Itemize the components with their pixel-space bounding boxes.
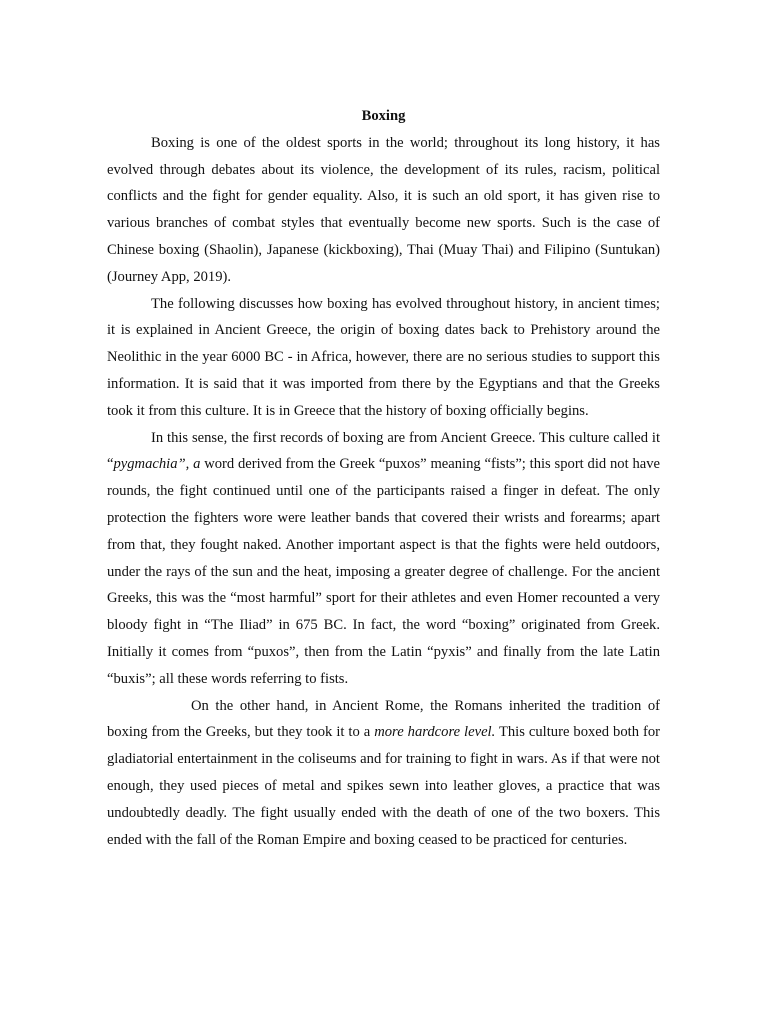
paragraph-ancient-rome-text-start: On the other hand, in Ancient Rome, the Romans inherited the tradition of boxing from the Greeks, but they took it to a: [107, 697, 660, 741]
document-title: Boxing: [361, 108, 406, 124]
document-body: [107, 103, 660, 853]
paragraph-intro: Boxing is one of the oldest sports in the world; throughout its long history, it has evolved through debates about its violence, the development of its rules, racism, political conflicts and the fight for gender equality. Also, it is such an old sport, it has given rise to various branches of combat styles that eventually become new sports. Such is the case of Chinese boxing (Shaolin), Japanese (kickboxing), Thai (Muay Thai) and Filipino (Suntukan) (Journey App, 2019).: [107, 134, 660, 285]
paragraph-ancient-greece-text-end: word derived from the Greek “puxos” meaning “fists”; this sport did not have rounds, the fight continued until one of the participants raised a finger in defeat. The only protection the fighters wore were leather bands that covered their wrists and forearms; apart from that, they fought naked. Another important aspect is that the fights were held outdoors, under the rays of the sun and the heat, imposing a greater degree of challenge. For the ancient Greeks, this was the “most harmful” sport for their athletes and even Homer recounted a very bloody fight in “The Iliad” in 675 BC. In fact, the word “boxing” originated from Greek. Initially it comes from “puxos”, then from the Latin “pyxis” and finally from the late Latin “buxis”; all these words referring to fists.: [107, 456, 660, 687]
paragraph-history: The following discusses how boxing has evolved throughout history, in ancient times; it is explained in Ancient Greece, the origin of boxing dates back to Prehistory around the Neolithic in the year 6000 BC - in Africa, however, there are no serious studies to support this information. It is said that it was imported from there by the Egyptians and that the Greeks took it from this culture. It is in Greece that the history of boxing officially begins.: [107, 295, 660, 419]
paragraph-ancient-greece-italic: pygmachia”, a: [113, 456, 201, 473]
paragraph-ancient-rome: [107, 693, 660, 854]
paragraph-ancient-greece: [107, 425, 660, 693]
paragraph-ancient-greece-text-start: In this sense, the first records of boxing are from Ancient Greece. This culture called it “: [107, 429, 660, 473]
paragraph-ancient-rome-italic: more hardcore level.: [374, 724, 496, 741]
paragraph-ancient-rome-text-end: This culture boxed both for gladiatorial entertainment in the coliseums and for training to fight in wars. As if that were not enough, they used pieces of metal and spikes sewn into leather gloves, a practice that was undoubtedly deadly. The fight usually ended with the death of one of the two boxers. This ended with the fall of the Roman Empire and boxing ceased to be practiced for centuries.: [107, 724, 660, 848]
